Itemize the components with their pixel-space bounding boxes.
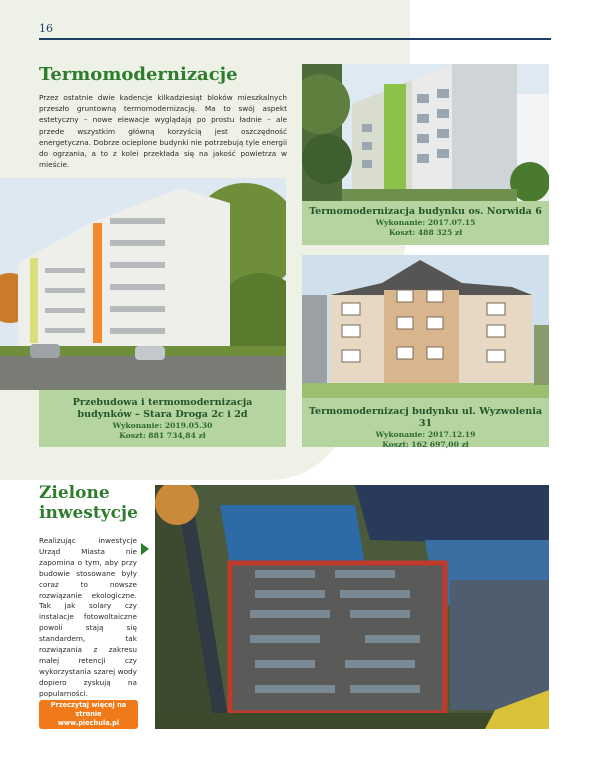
- intro-paragraph: Przez ostatnie dwie kadencje kilkadziesiąt bloków mieszkalnych przeszło gruntowną termomodernizację. Ma to swój aspekt estetyczny – nowe elewacje wyglądają po prostu ładnie – ale przede wszystkim główną korzyścią jest oszczędność energetyczna. Dobrze ocieplone budynki nie potrzebują tyle energii do ogrzania, a to z kolei przekłada się na jakość powietrza w mieście.: [39, 93, 287, 170]
- photo-norwida-building: [302, 64, 549, 201]
- caption-date: Wykonanie: 2019.05.30: [112, 421, 213, 430]
- read-more-button[interactable]: [39, 700, 138, 729]
- caption-cost: Koszt: 881 734,84 zł: [119, 431, 206, 440]
- caption-cost: Koszt: 488 325 zł: [388, 228, 463, 237]
- caption-title: Przebudowa i termomodernizacja budynków – Stara Droga 2c i 2d: [72, 397, 253, 420]
- caption-title: Termomodernizacj budynku ul. Wyzwolenia 31: [308, 406, 543, 429]
- caption-stara-droga: [39, 390, 286, 447]
- page-number: 16: [39, 22, 53, 35]
- read-more-label: Przeczytaj więcej na stronie: [50, 701, 127, 718]
- read-more-url: www.piechula.pl: [57, 719, 120, 727]
- caption-wyzwolenia: [302, 398, 549, 447]
- section-title-zielone-inwestycje: Zielone inwestycje: [39, 483, 138, 523]
- building-illustration: [0, 178, 286, 390]
- aerial-illustration: [155, 485, 549, 729]
- photo-wyzwolenia-building: [302, 255, 549, 398]
- arrow-right-icon: [141, 543, 149, 555]
- caption-cost: Koszt: 162 697,00 zł: [382, 440, 469, 449]
- photo-aerial-solar-roof: [155, 485, 549, 729]
- caption-date: Wykonanie: 2017.07.15: [375, 218, 476, 227]
- caption-title: Termomodernizacja budynku os. Norwida 6: [309, 206, 542, 217]
- green-investments-paragraph: Realizując inwestycje Urząd Miasta nie zapomina o tym, aby przy budowie stosowane były coraz to nowsze rozwiązanie ekologiczne. Tak jak solary czy instalacje fotowoltaiczne powoli stają się standardem, tak rozwiązania z zakresu małej retencji czy wykorzystania szarej wody dopiero zyskują na popularności.: [39, 536, 137, 698]
- building-illustration: [302, 255, 549, 398]
- header-rule: [39, 38, 551, 40]
- section-title-termomodernizacje: Termomodernizacje: [39, 64, 238, 85]
- photo-stara-droga-building: [0, 178, 286, 390]
- caption-norwida: [302, 201, 549, 245]
- building-illustration: [302, 64, 549, 201]
- caption-date: Wykonanie: 2017.12.19: [375, 430, 476, 439]
